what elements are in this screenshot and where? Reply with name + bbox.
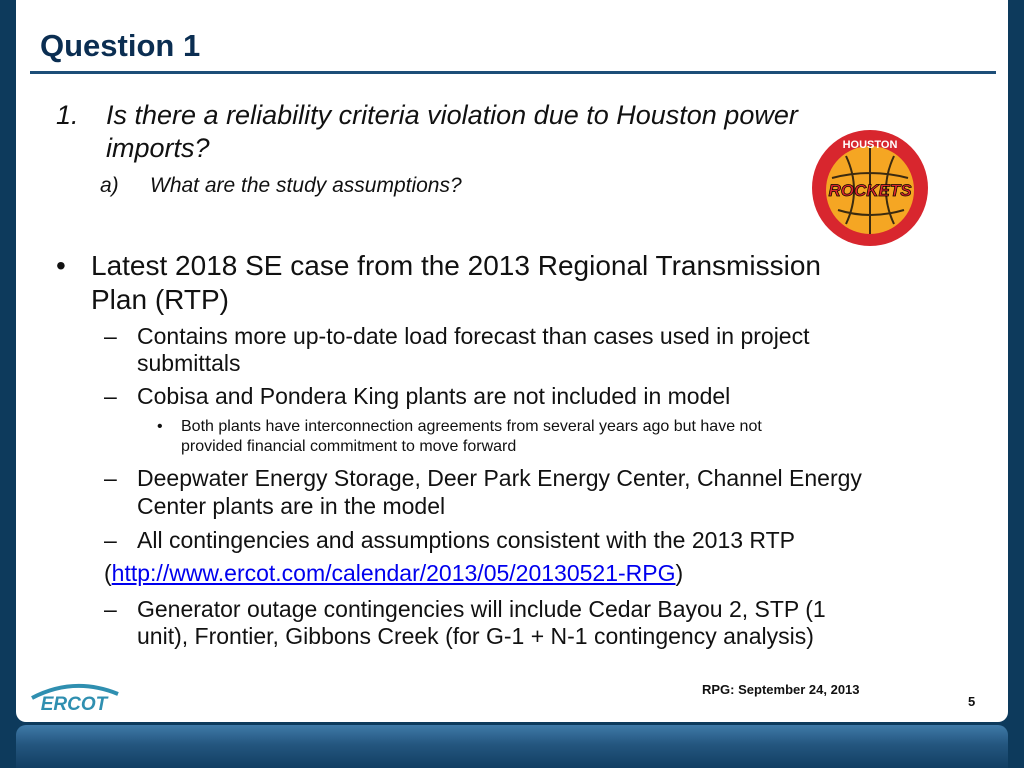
item-text: Cobisa and Pondera King plants are not included in model	[137, 383, 731, 409]
sub-bullet-text: provided financial commitment to move forward	[181, 438, 517, 455]
link-line	[104, 560, 683, 587]
sub-bullet-marker: •	[157, 418, 163, 435]
logo-top-text: HOUSTON	[842, 139, 898, 151]
item-text: submittals	[137, 350, 241, 376]
title-underline	[30, 71, 996, 74]
dash-marker: –	[104, 383, 117, 409]
ercot-calendar-link[interactable]: http://www.ercot.com/calendar/2013/05/20130521-RPG	[111, 560, 676, 586]
dash-marker: –	[104, 596, 117, 622]
item-text: Center plants are in the model	[137, 493, 446, 519]
logo-main-text: ROCKETS	[828, 181, 912, 200]
footer-date: RPG: September 24, 2013	[702, 682, 860, 697]
bullet-text-line1: Latest 2018 SE case from the 2013 Regional Transmission	[91, 250, 821, 281]
paren-open: (	[104, 560, 112, 586]
slide-title: Question 1	[40, 28, 201, 63]
ercot-logo	[28, 678, 120, 716]
item-text: All contingencies and assumptions consistent with the 2013 RTP	[137, 527, 796, 553]
page-number: 5	[968, 694, 976, 709]
item-text: unit), Frontier, Gibbons Creek (for G-1 + N-1 contingency analysis)	[137, 623, 814, 649]
dash-marker: –	[104, 323, 117, 349]
paren-close: )	[675, 560, 684, 586]
ercot-logo-text: ERCOT	[40, 694, 108, 715]
question-text-line1: Is there a reliability criteria violation due to Houston power	[106, 100, 798, 130]
item-text: Generator outage contingencies will include Cedar Bayou 2, STP (1	[137, 596, 826, 622]
houston-rockets-logo	[808, 128, 932, 248]
sub-question-marker: a)	[100, 174, 119, 197]
item-text: Contains more up-to-date load forecast than cases used in project	[137, 323, 810, 349]
bullet-marker: •	[56, 250, 66, 281]
sub-bullet-text: Both plants have interconnection agreements from several years ago but have not	[181, 418, 762, 435]
bullet-text-line2: Plan (RTP)	[91, 284, 229, 315]
dash-marker: –	[104, 527, 117, 553]
question-text-line2: imports?	[106, 133, 210, 163]
sub-question-text: What are the study assumptions?	[150, 174, 462, 197]
item-text: Deepwater Energy Storage, Deer Park Energy Center, Channel Energy	[137, 465, 862, 491]
dash-marker: –	[104, 465, 117, 491]
question-number: 1.	[56, 100, 79, 130]
